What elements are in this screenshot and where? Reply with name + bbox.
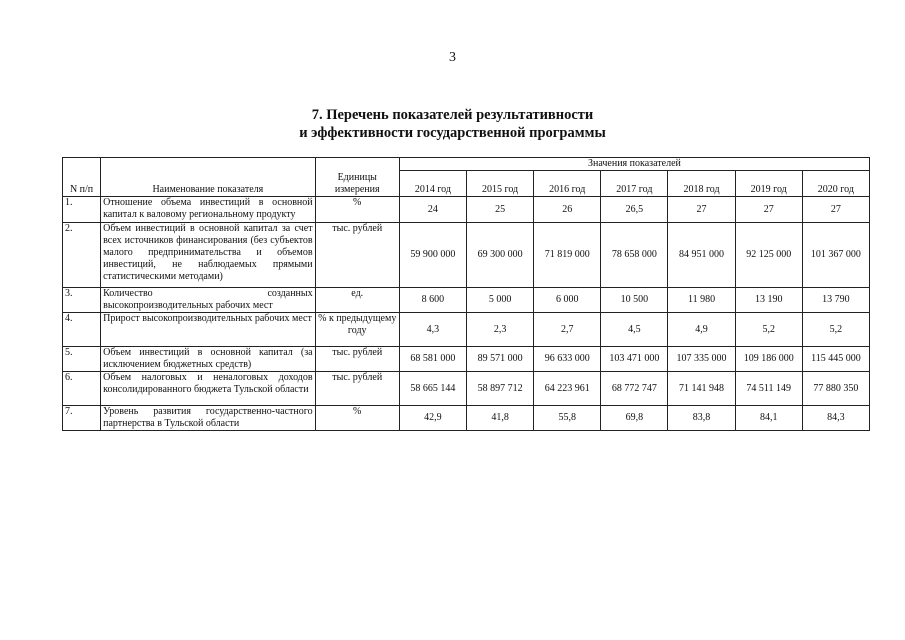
value-cell: 109 186 000 — [735, 347, 802, 372]
value-cell: 58 897 712 — [466, 372, 533, 406]
value-cell: 71 141 948 — [668, 372, 735, 406]
indicator-name: Объем инвестиций в основной капитал (за исключением бюджетных средств) — [101, 347, 316, 372]
table-row — [63, 288, 870, 313]
row-number: 3. — [63, 288, 101, 313]
value-cell: 55,8 — [534, 406, 601, 431]
value-cell: 4,3 — [399, 313, 466, 347]
value-cell: 5 000 — [466, 288, 533, 313]
row-number: 1. — [63, 197, 101, 223]
unit-cell: % — [315, 406, 399, 431]
value-cell: 8 600 — [399, 288, 466, 313]
value-cell: 11 980 — [668, 288, 735, 313]
unit-cell: % к предыдущему году — [315, 313, 399, 347]
header-unit: Единицы измерения — [315, 158, 399, 197]
unit-cell: % — [315, 197, 399, 223]
value-cell: 13 190 — [735, 288, 802, 313]
unit-cell: тыс. рублей — [315, 372, 399, 406]
value-cell: 84,1 — [735, 406, 802, 431]
title-line-2: и эффективности государственной программы — [299, 125, 606, 141]
header-year: 2016 год — [534, 171, 601, 197]
header-name: Наименование показателя — [101, 158, 316, 197]
value-cell: 27 — [802, 197, 869, 223]
value-cell: 84,3 — [802, 406, 869, 431]
indicator-name: Объем инвестиций в основной капитал за счет всех источников финансирования (без субъектов малого предпринимательства и объемов инвестиций, не наблюдаемых прямыми статистическими методами) — [101, 223, 316, 288]
indicator-name: Прирост высокопроизводительных рабочих мест — [101, 313, 316, 347]
unit-cell: тыс. рублей — [315, 347, 399, 372]
value-cell: 4,5 — [601, 313, 668, 347]
value-cell: 27 — [668, 197, 735, 223]
header-values-group: Значения показателей — [399, 158, 869, 171]
value-cell: 2,7 — [534, 313, 601, 347]
value-cell: 42,9 — [399, 406, 466, 431]
value-cell: 107 335 000 — [668, 347, 735, 372]
indicator-name: Уровень развития государственно-частного партнерства в Тульской области — [101, 406, 316, 431]
value-cell: 71 819 000 — [534, 223, 601, 288]
value-cell: 5,2 — [802, 313, 869, 347]
unit-cell: тыс. рублей — [315, 223, 399, 288]
value-cell: 4,9 — [668, 313, 735, 347]
table-row — [63, 347, 870, 372]
value-cell: 59 900 000 — [399, 223, 466, 288]
indicators-table — [62, 157, 870, 431]
value-cell: 26,5 — [601, 197, 668, 223]
indicator-name: Объем налоговых и неналоговых доходов консолидированного бюджета Тульской области — [101, 372, 316, 406]
value-cell: 68 581 000 — [399, 347, 466, 372]
table-row — [63, 372, 870, 406]
value-cell: 83,8 — [668, 406, 735, 431]
value-cell: 25 — [466, 197, 533, 223]
unit-cell: ед. — [315, 288, 399, 313]
table-row — [63, 223, 870, 288]
header-year: 2017 год — [601, 171, 668, 197]
table-row — [63, 197, 870, 223]
value-cell: 5,2 — [735, 313, 802, 347]
value-cell: 68 772 747 — [601, 372, 668, 406]
value-cell: 78 658 000 — [601, 223, 668, 288]
value-cell: 58 665 144 — [399, 372, 466, 406]
value-cell: 101 367 000 — [802, 223, 869, 288]
page-number: 3 — [449, 50, 456, 65]
header-year: 2015 год — [466, 171, 533, 197]
document-title — [0, 106, 905, 142]
value-cell: 24 — [399, 197, 466, 223]
header-num: N п/п — [63, 158, 101, 197]
value-cell: 2,3 — [466, 313, 533, 347]
value-cell: 77 880 350 — [802, 372, 869, 406]
row-number: 6. — [63, 372, 101, 406]
indicator-name: Отношение объема инвестиций в основной капитал к валовому региональному продукту — [101, 197, 316, 223]
value-cell: 13 790 — [802, 288, 869, 313]
row-number: 4. — [63, 313, 101, 347]
header-year: 2020 год — [802, 171, 869, 197]
value-cell: 69 300 000 — [466, 223, 533, 288]
value-cell: 26 — [534, 197, 601, 223]
value-cell: 103 471 000 — [601, 347, 668, 372]
value-cell: 89 571 000 — [466, 347, 533, 372]
value-cell: 10 500 — [601, 288, 668, 313]
table-row — [63, 313, 870, 347]
value-cell: 96 633 000 — [534, 347, 601, 372]
indicator-name: Количество созданных высокопроизводительных рабочих мест — [101, 288, 316, 313]
value-cell: 41,8 — [466, 406, 533, 431]
row-number: 2. — [63, 223, 101, 288]
value-cell: 115 445 000 — [802, 347, 869, 372]
value-cell: 84 951 000 — [668, 223, 735, 288]
title-line-1: 7. Перечень показателей результативности — [311, 107, 594, 123]
row-number: 5. — [63, 347, 101, 372]
value-cell: 64 223 961 — [534, 372, 601, 406]
value-cell: 69,8 — [601, 406, 668, 431]
row-number: 7. — [63, 406, 101, 431]
value-cell: 74 511 149 — [735, 372, 802, 406]
value-cell: 92 125 000 — [735, 223, 802, 288]
value-cell: 6 000 — [534, 288, 601, 313]
value-cell: 27 — [735, 197, 802, 223]
table-row — [63, 406, 870, 431]
header-year: 2014 год — [399, 171, 466, 197]
header-year: 2019 год — [735, 171, 802, 197]
header-year: 2018 год — [668, 171, 735, 197]
